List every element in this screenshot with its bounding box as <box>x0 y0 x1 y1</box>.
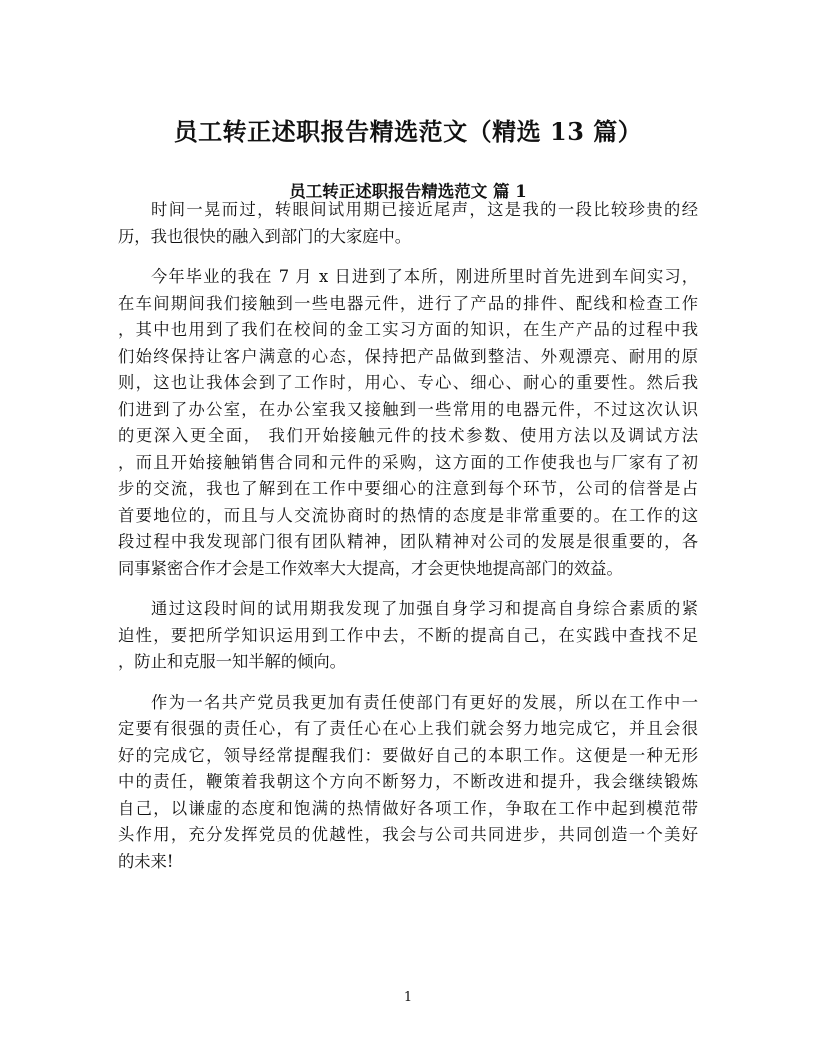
paragraph-line: 作为一名共产党员我更加有责任使部门有更好的发展，所以在工作中一 <box>151 692 698 712</box>
paragraph-line: 中的责任，鞭策着我朝这个方向不断努力，不断改进和提升，我会继续锻炼 <box>118 772 698 791</box>
paragraph-line: 迫性，要把所学知识运用到工作中去，不断的提高自己，在实践中查找不足 <box>118 625 698 645</box>
paragraph-line: 的更深入更全面， 我们开始接触元件的技术参数、使用方法以及调试方法 <box>118 426 698 445</box>
paragraph-line: 好的完成它，领导经常提醒我们：要做好自己的本职工作。这便是一种无形 <box>118 745 698 765</box>
paragraph-line: 的未来! <box>118 851 174 871</box>
paragraph <box>118 690 698 876</box>
paragraph <box>118 264 698 582</box>
paragraph-line: ，其中也用到了我们在校间的金工实习方面的知识，在生产产品的过程中我 <box>118 320 698 339</box>
paragraph-line: 步的交流，我也了解到在工作中要细心的注意到每个环节，公司的信誉是占 <box>118 479 698 498</box>
paragraph-line: 则，这也让我体会到了工作时，用心、专心、细心、耐心的重要性。然后我 <box>118 373 698 392</box>
section-heading: 员工转正述职报告精选范文 篇 1 <box>289 182 527 201</box>
paragraph-line: 在车间期间我们接触到一些电器元件，进行了产品的排件、配线和检查工作 <box>118 293 698 313</box>
paragraph-line: 定要有很强的责任心，有了责任心在心上我们就会努力地完成它，并且会很 <box>118 719 698 738</box>
paragraph-line: 通过这段时间的试用期我发现了加强自身学习和提高自身综合素质的紧 <box>151 599 698 618</box>
paragraph-line: 们始终保持让客户满意的心态，保持把产品做到整洁、外观漂亮、耐用的原 <box>118 346 698 366</box>
paragraph-line: ，防止和克服一知半解的倾向。 <box>118 652 346 671</box>
document-body <box>118 197 698 889</box>
document-title: 员工转正述职报告精选范文（精选 13 篇） <box>173 117 643 146</box>
paragraph-line: 自己，以谦虚的态度和饱满的热情做好各项工作，争取在工作中起到模范带 <box>118 798 698 818</box>
paragraph-line: 首要地位的，而且与人交流协商时的热情的态度是非常重要的。在工作的这 <box>118 505 698 525</box>
paragraph-line: 头作用，充分发挥党员的优越性，我会与公司共同进步，共同创造一个美好 <box>118 825 698 844</box>
paragraph-line: 同事紧密合作才会是工作效率大大提高，才会更快地提高部门的效益。 <box>118 558 623 578</box>
paragraph-line: 今年毕业的我在 7 月 x 日进到了本所，刚进所里时首先进到车间实习， <box>151 267 698 286</box>
paragraph <box>118 197 698 250</box>
paragraph-line: ，而且开始接触销售合同和元件的采购，这方面的工作使我也与厂家有了初 <box>118 452 698 472</box>
paragraph-line: 段过程中我发现部门很有团队精神，团队精神对公司的发展是很重要的，各 <box>118 532 698 551</box>
paragraph-line: 历，我也很快的融入到部门的大家庭中。 <box>118 226 412 246</box>
paragraph <box>118 596 698 676</box>
paragraph-line: 们进到了办公室，在办公室我又接触到一些常用的电器元件，不过这次认识 <box>118 399 698 419</box>
paragraph-line: 时间一晃而过，转眼间试用期已接近尾声，这是我的一段比较珍贵的经 <box>151 200 698 219</box>
page-number: 1 <box>403 990 413 1005</box>
